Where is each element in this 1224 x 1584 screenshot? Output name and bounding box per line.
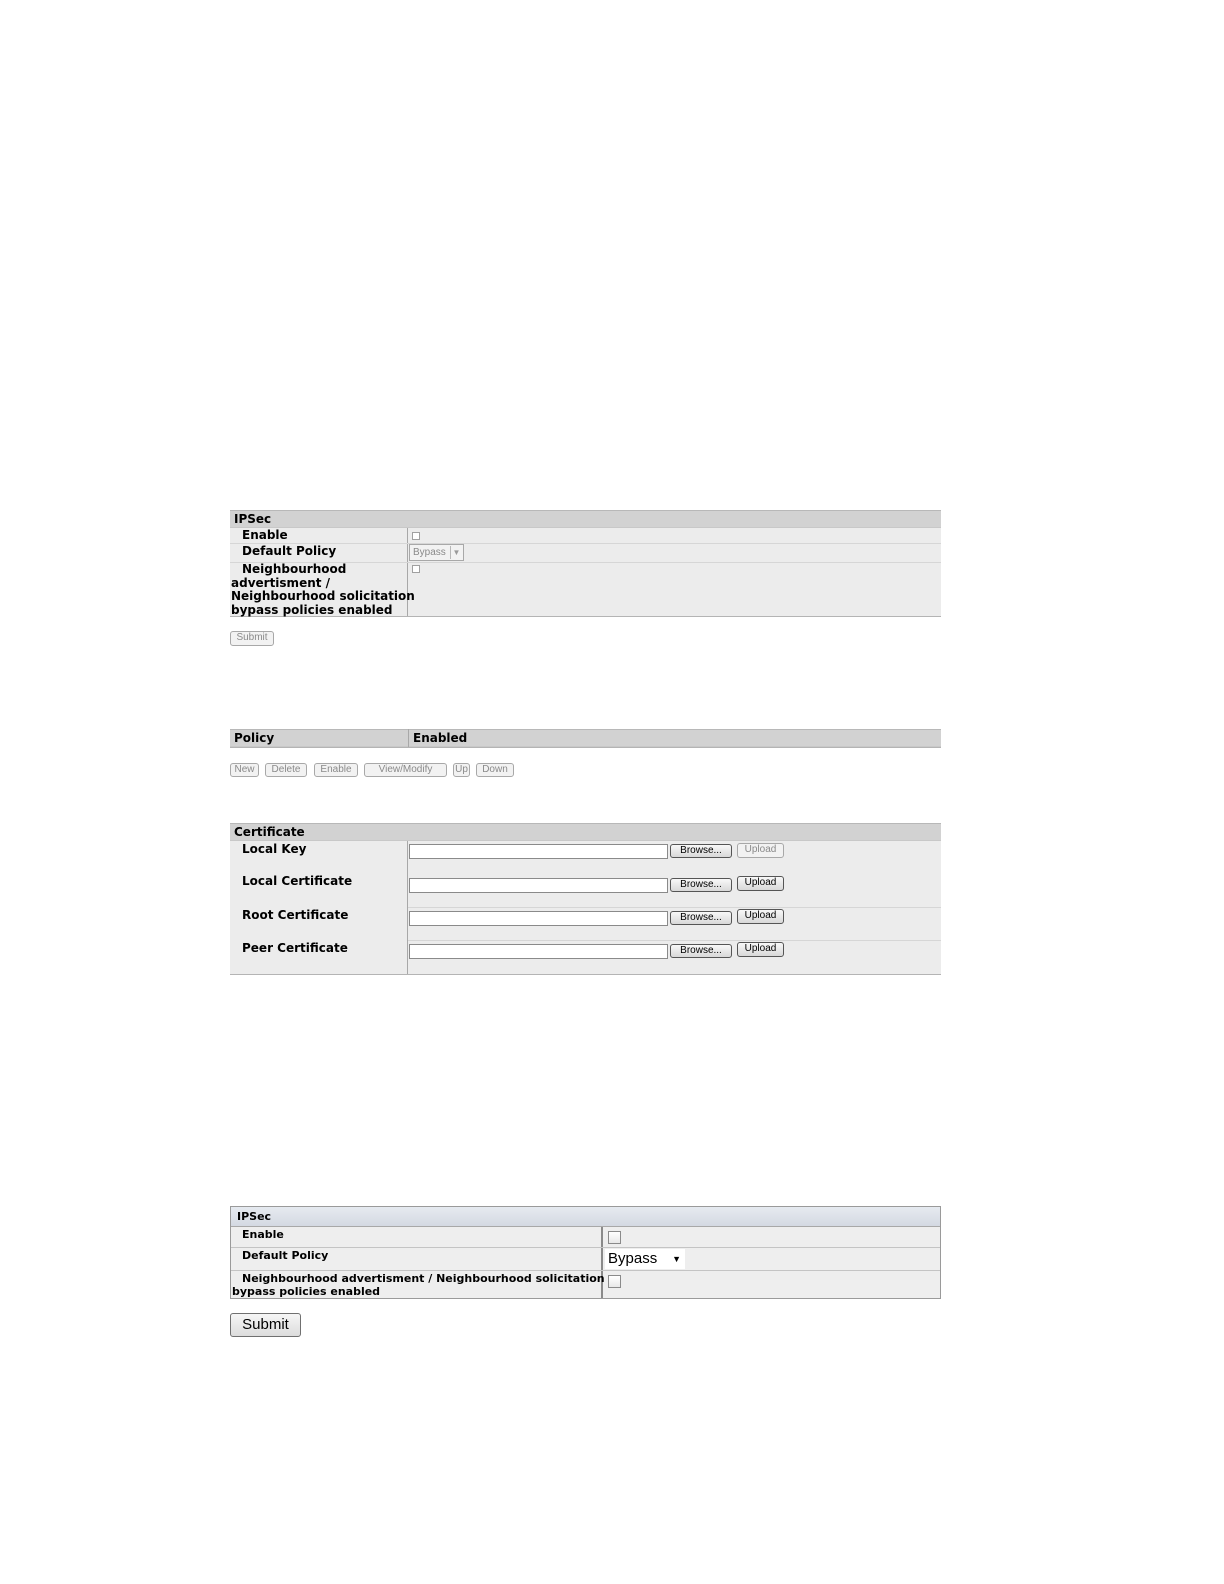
enable-label: Enable [242, 528, 288, 542]
down-button[interactable]: Down [476, 763, 514, 777]
peer-certificate-browse-button[interactable]: Browse... [670, 944, 732, 958]
nb-label-new-line2: bypass policies enabled [232, 1285, 381, 1298]
ipsec-panel-new [230, 1206, 941, 1299]
peer-certificate-label: Peer Certificate [242, 941, 348, 955]
local-certificate-file-input[interactable] [409, 878, 668, 893]
enable-label-new: Enable [242, 1228, 284, 1241]
enable-checkbox-new[interactable] [608, 1231, 621, 1244]
nb-label-line2: advertisment / [231, 576, 331, 590]
policy-table [230, 729, 941, 748]
certificate-panel [230, 823, 941, 975]
view-modify-button[interactable]: View/Modify [364, 763, 447, 777]
nb-label-new-line1: Neighbourhood advertisment / Neighbourhood solicitation [242, 1272, 605, 1285]
root-certificate-file-input[interactable] [409, 911, 668, 926]
local-key-file-input[interactable] [409, 844, 668, 859]
row-divider [408, 940, 941, 941]
default-policy-label: Default Policy [242, 544, 337, 558]
enabled-column-header: Enabled [409, 729, 941, 747]
nb-label-line4: bypass policies enabled [231, 603, 393, 617]
local-certificate-upload-button[interactable]: Upload [737, 876, 784, 891]
enable-checkbox[interactable] [412, 532, 420, 540]
local-key-browse-button[interactable]: Browse... [670, 844, 732, 858]
new-button[interactable]: New [230, 763, 259, 777]
peer-certificate-upload-button[interactable]: Upload [737, 942, 784, 957]
nb-label-line1: Neighbourhood [242, 562, 347, 576]
default-policy-select[interactable] [409, 544, 464, 561]
default-policy-select-new[interactable] [605, 1249, 685, 1269]
peer-certificate-file-input[interactable] [409, 944, 668, 959]
ipsec-panel-new-title: IPSec [231, 1207, 940, 1227]
delete-button[interactable]: Delete [265, 763, 307, 777]
nb-label-line3: Neighbourhood solicitation [231, 589, 415, 603]
row-divider [231, 1270, 940, 1271]
local-certificate-label: Local Certificate [242, 874, 353, 888]
row-divider [231, 1247, 940, 1248]
enable-button[interactable]: Enable [314, 763, 358, 777]
default-policy-value-new: Bypass [608, 1250, 658, 1267]
local-key-upload-button[interactable]: Upload [737, 843, 784, 858]
row-divider [230, 543, 941, 544]
submit-button-new[interactable]: Submit [230, 1313, 301, 1337]
ipsec-panel-old [230, 510, 941, 617]
certificate-panel-title: Certificate [230, 823, 941, 841]
nb-bypass-checkbox-new[interactable] [608, 1275, 621, 1288]
local-certificate-browse-button[interactable]: Browse... [670, 878, 732, 892]
default-policy-label-new: Default Policy [242, 1249, 329, 1262]
submit-button-old[interactable]: Submit [230, 631, 274, 646]
root-certificate-label: Root Certificate [242, 908, 349, 922]
caret-down-icon: ▼ [672, 1254, 681, 1264]
local-key-label: Local Key [242, 842, 307, 856]
ipsec-panel-title: IPSec [230, 510, 941, 528]
column-divider [601, 1227, 603, 1298]
row-divider [408, 907, 941, 908]
root-certificate-upload-button[interactable]: Upload [737, 909, 784, 924]
nb-bypass-checkbox[interactable] [412, 565, 420, 573]
policy-column-header: Policy [230, 729, 408, 747]
default-policy-value: Bypass [413, 547, 446, 558]
up-button[interactable]: Up [453, 763, 470, 777]
chevron-down-icon: ▼ [450, 546, 462, 559]
root-certificate-browse-button[interactable]: Browse... [670, 911, 732, 925]
